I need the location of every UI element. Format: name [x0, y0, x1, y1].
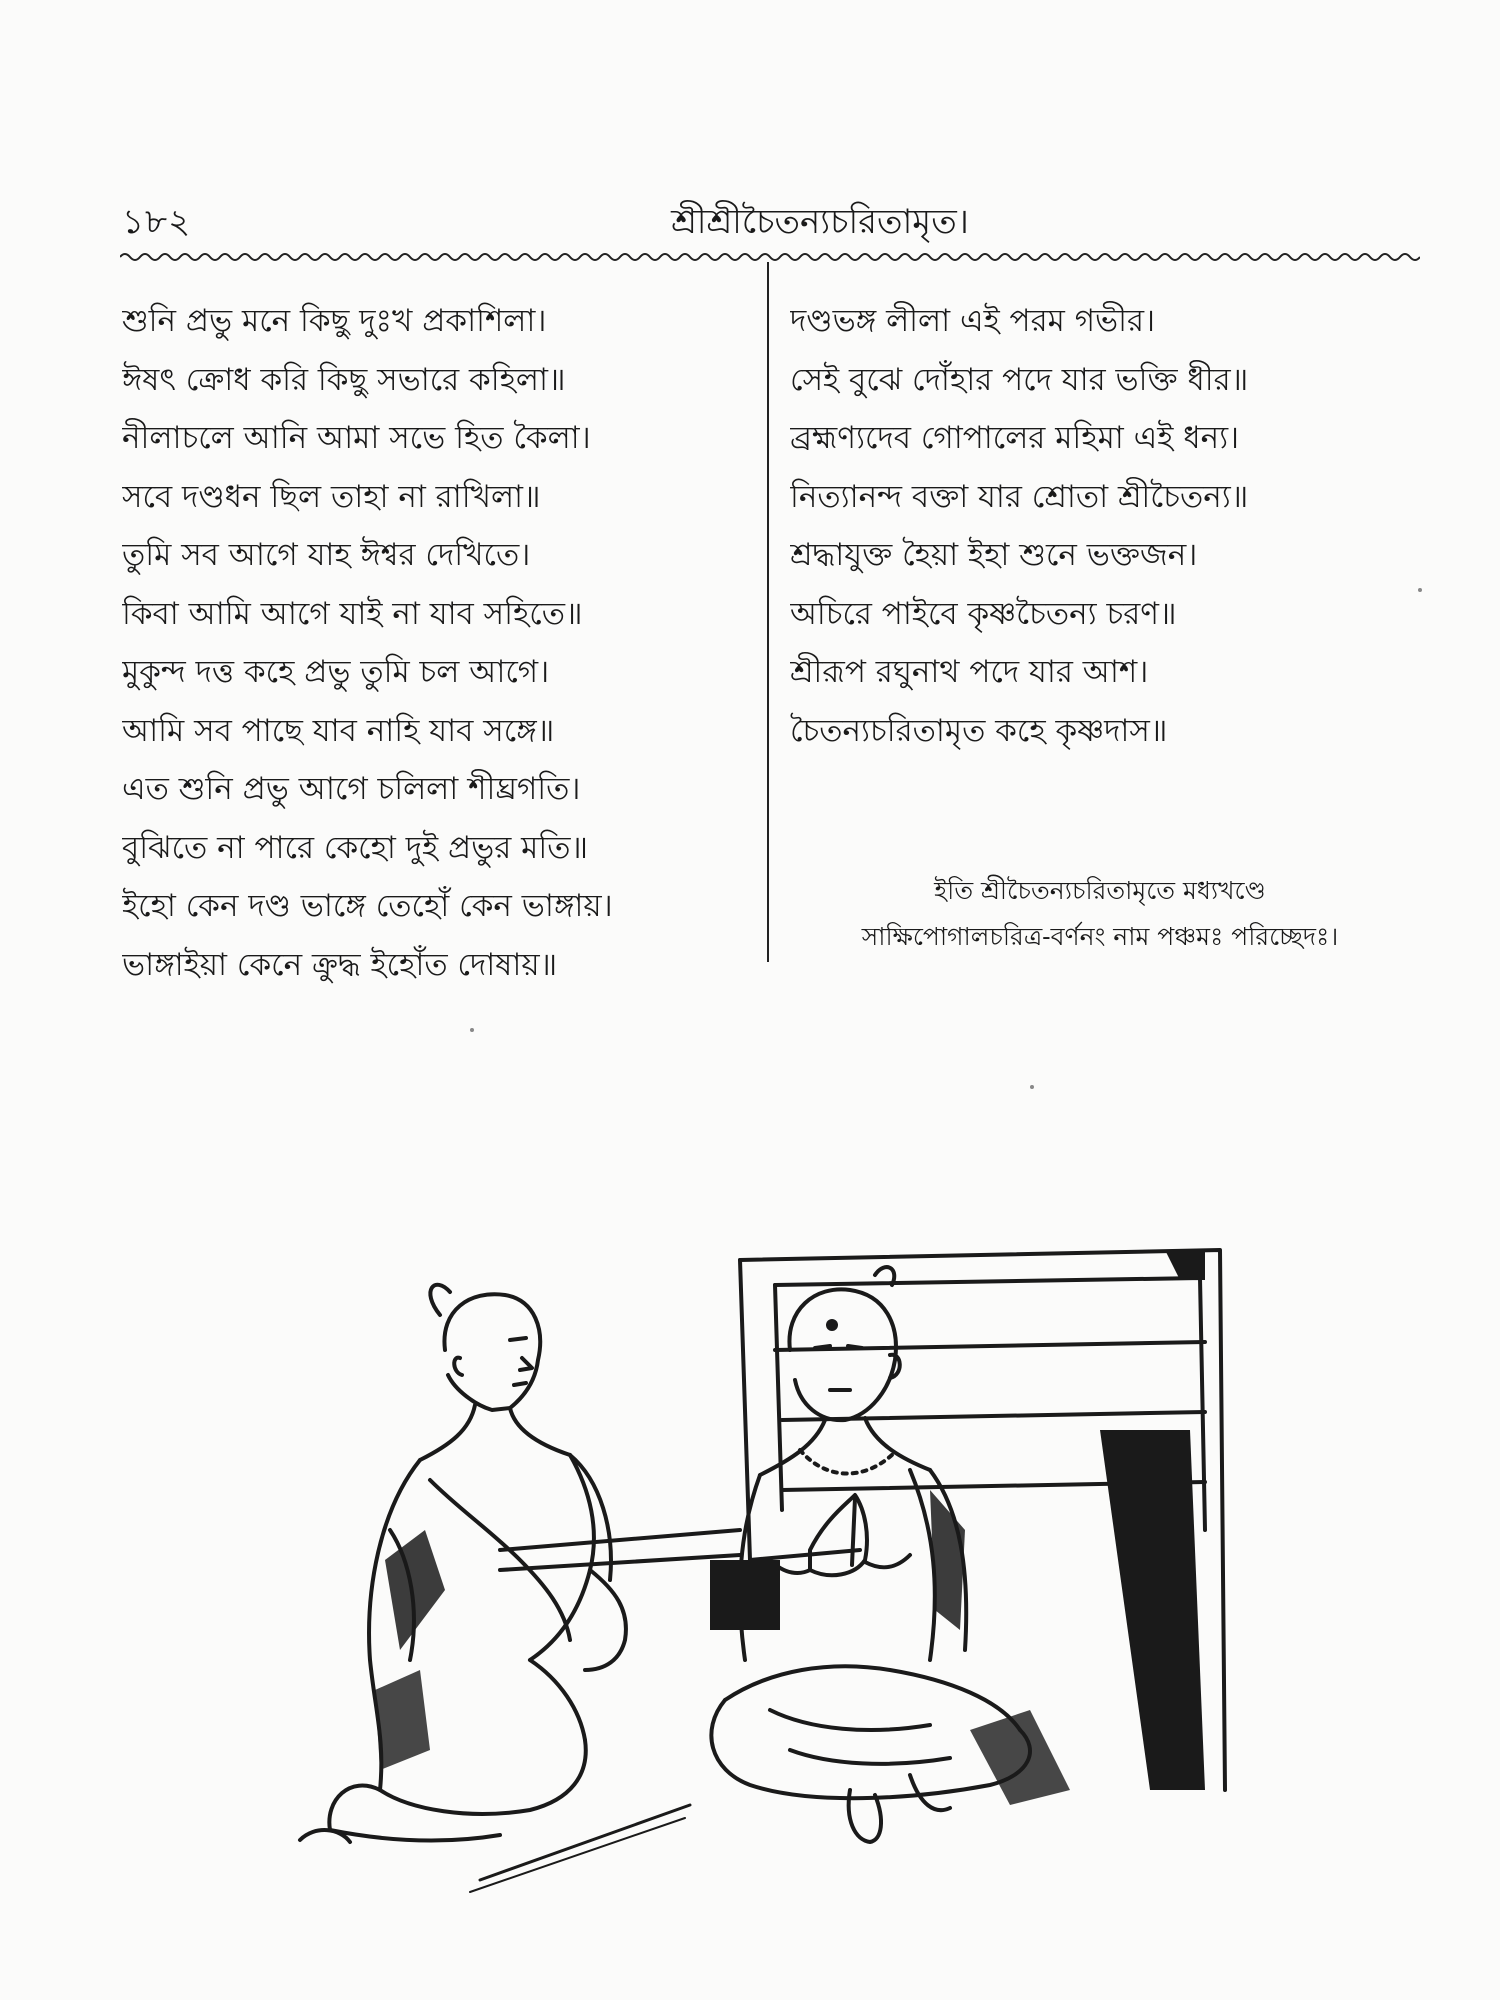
verse-line: মুকুন্দ দত্ত কহে প্রভু তুমি চল আগে। [122, 654, 550, 690]
print-speck [1030, 1085, 1034, 1089]
print-speck [470, 1028, 474, 1032]
chapter-colophon [780, 868, 1420, 960]
verse-line: চৈতন্যচরিতামৃত কহে কৃষ্ণদাস॥ [790, 712, 1168, 749]
verse-line: নীলাচলে আনি আমা সভে হিত কৈলা। [122, 420, 591, 456]
verse-line: সেই বুঝে দোঁহার পদে যার ভক্তি ধীর॥ [790, 361, 1249, 398]
verse-line: সবে দণ্ডধন ছিল তাহা না রাখিলা॥ [122, 478, 541, 515]
verse-line: ঈষৎ ক্রোধ করি কিছু সভারে কহিলা॥ [122, 361, 566, 398]
seated-monk-figure [711, 1267, 1070, 1842]
verse-line: ইহো কেন দণ্ড ভাঙ্গে তেহোঁ কেন ভাঙ্গায়। [122, 888, 613, 924]
verse-line: অচিরে পাইবে কৃষ্ণচৈতন্য চরণ॥ [790, 595, 1177, 632]
verse-line: শ্রীরূপ রঘুনাথ পদে যার আশ। [790, 654, 1149, 690]
verse-line: শুনি প্রভু মনে কিছু দুঃখ প্রকাশিলা। [122, 303, 547, 339]
verse-column-right [790, 292, 1420, 760]
two-monks-conversing-illustration [270, 1230, 1230, 1910]
verse-line: শ্রদ্ধাযুক্ত হৈয়া ইহা শুনে ভক্তজন। [790, 537, 1198, 573]
print-speck [1418, 588, 1422, 592]
verse-line: এত শুনি প্রভু আগে চলিলা শীঘ্রগতি। [122, 771, 581, 807]
column-divider [767, 262, 769, 962]
verse-line: তুমি সব আগে যাহ ঈশ্বর দেখিতে। [122, 537, 531, 573]
kneeling-monk-figure [300, 1285, 690, 1892]
verse-line: ব্রহ্মণ্যদেব গোপালের মহিমা এই ধন্য। [790, 420, 1240, 456]
verse-line: কিবা আমি আগে যাই না যাব সহিতে॥ [122, 595, 583, 632]
verse-line: আমি সব পাছে যাব নাহি যাব সঙ্গে॥ [122, 712, 555, 749]
verse-line: বুঝিতে না পারে কেহো দুই প্রভুর মতি॥ [122, 829, 589, 866]
verse-line: ভাঙ্গাইয়া কেনে ক্রুদ্ধ ইহোঁত দোষায়॥ [122, 946, 558, 983]
wavy-header-rule [120, 250, 1420, 264]
verse-line: দণ্ডভঙ্গ লীলা এই পরম গভীর। [790, 303, 1156, 339]
verse-column-left [122, 292, 752, 994]
running-title: শ্রীশ্রীচৈতন্যচরিতামৃত। [671, 202, 969, 242]
verse-line: নিত্যানন্দ বক্তা যার শ্রোতা শ্রীচৈতন্য॥ [790, 478, 1249, 515]
colophon-line: সাক্ষিপোগালচরিত্র-বর্ণনং নাম পঞ্চমঃ পরিচ্ছেদঃ। [861, 922, 1339, 951]
colophon-line: ইতি শ্রীচৈতন্যচরিতামৃতে মধ্যখণ্ডে [934, 876, 1266, 905]
page-number: ১৮২ [122, 202, 192, 242]
window-frame-icon [500, 1250, 1225, 1790]
